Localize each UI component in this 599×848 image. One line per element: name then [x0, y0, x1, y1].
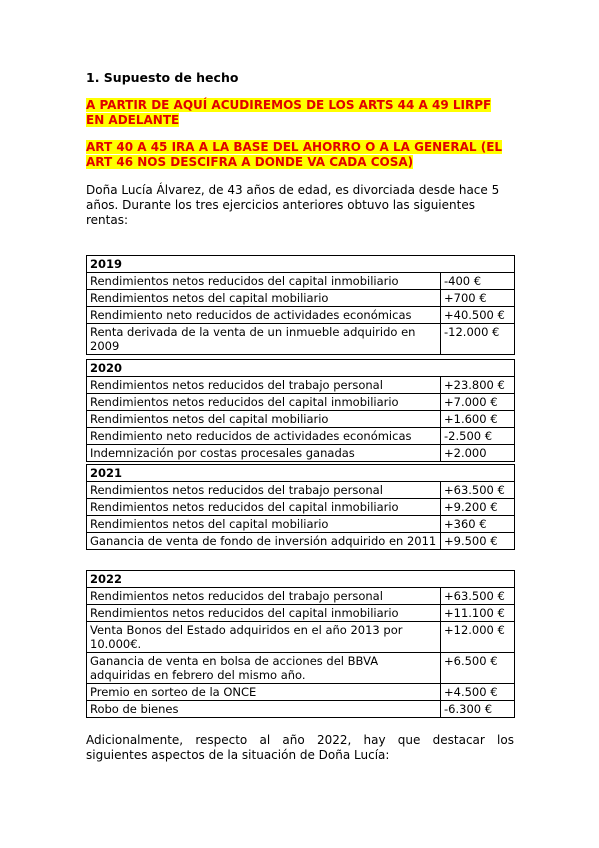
income-concept: Rendimientos netos del capital mobiliario [87, 411, 441, 428]
table-row [87, 516, 515, 533]
income-amount: +63.500 € [441, 588, 515, 605]
income-amount: +63.500 € [441, 482, 515, 499]
table-row [87, 273, 515, 290]
income-concept: Rendimientos netos del capital mobiliario [87, 516, 441, 533]
income-amount: +6.500 € [441, 653, 515, 684]
income-amount: +11.100 € [441, 605, 515, 622]
highlight-line: ART 46 NOS DESCIFRA A DONDE VA CADA COSA) [86, 155, 414, 169]
table-row [87, 377, 515, 394]
table-row [87, 394, 515, 411]
income-concept: Venta Bonos del Estado adquiridos en el año 2013 por 10.000€. [87, 622, 441, 653]
intro-line: Doña Lucía Álvarez, de 43 años de edad, es divorciada desde hace 5 [86, 183, 500, 197]
table-row [87, 428, 515, 445]
income-amount: +1.600 € [441, 411, 515, 428]
income-amount: +12.000 € [441, 622, 515, 653]
table-row [87, 653, 515, 684]
closing-paragraph [86, 733, 514, 763]
income-concept: Renta derivada de la venta de un inmueble adquirido en 2009 [87, 324, 441, 355]
income-amount: +40.500 € [441, 307, 515, 324]
income-concept: Rendimientos netos reducidos del trabajo personal [87, 377, 441, 394]
income-amount: -400 € [441, 273, 515, 290]
closing-line: siguientes aspectos de la situación de Doña Lucía: [86, 748, 390, 762]
table-row [87, 533, 515, 550]
highlight-line: ART 40 A 45 IRA A LA BASE DEL AHORRO O A LA GENERAL (EL [86, 140, 503, 154]
income-table-1 [86, 359, 515, 462]
closing-line: Adicionalmente, respecto al año 2022, hay que destacar los [86, 733, 514, 747]
income-concept: Rendimientos netos reducidos del capital inmobiliario [87, 605, 441, 622]
income-amount: +7.000 € [441, 394, 515, 411]
income-concept: Rendimientos netos reducidos del capital inmobiliario [87, 273, 441, 290]
table-year-row [87, 571, 515, 588]
table-row [87, 307, 515, 324]
income-concept: Rendimiento neto reducidos de actividades económicas [87, 307, 441, 324]
income-amount: -2.500 € [441, 428, 515, 445]
table-row [87, 411, 515, 428]
income-table-2 [86, 464, 515, 550]
table-year: 2021 [87, 465, 515, 482]
income-concept: Indemnización por costas procesales ganadas [87, 445, 441, 462]
table-year-row [87, 360, 515, 377]
highlight-line: EN ADELANTE [86, 113, 180, 127]
income-concept: Rendimientos netos reducidos del capital inmobiliario [87, 394, 441, 411]
table-year-row [87, 465, 515, 482]
income-concept: Rendimientos netos del capital mobiliario [87, 290, 441, 307]
income-concept: Rendimiento neto reducidos de actividades económicas [87, 428, 441, 445]
income-concept: Premio en sorteo de la ONCE [87, 684, 441, 701]
table-year: 2020 [87, 360, 515, 377]
table-row [87, 445, 515, 462]
income-amount: +2.000 [441, 445, 515, 462]
table-row [87, 605, 515, 622]
table-row [87, 701, 515, 718]
table-row [87, 588, 515, 605]
income-concept: Rendimientos netos reducidos del trabajo personal [87, 588, 441, 605]
income-table-0 [86, 255, 515, 355]
table-year: 2022 [87, 571, 515, 588]
table-row [87, 290, 515, 307]
highlight-note-2 [86, 140, 502, 170]
table-row [87, 622, 515, 653]
income-concept: Rendimientos netos reducidos del trabajo personal [87, 482, 441, 499]
income-amount: +23.800 € [441, 377, 515, 394]
income-concept: Ganancia de venta de fondo de inversión adquirido en 2011 [87, 533, 441, 550]
intro-line: años. Durante los tres ejercicios anteriores obtuvo las siguientes [86, 198, 475, 212]
income-concept: Ganancia de venta en bolsa de acciones del BBVA adquiridas en febrero del mismo año. [87, 653, 441, 684]
section-heading: 1. Supuesto de hecho [86, 70, 239, 85]
income-concept: Rendimientos netos reducidos del capital inmobiliario [87, 499, 441, 516]
income-amount: +9.200 € [441, 499, 515, 516]
income-concept: Robo de bienes [87, 701, 441, 718]
table-year-row [87, 256, 515, 273]
table-year: 2019 [87, 256, 515, 273]
table-row [87, 482, 515, 499]
intro-line: rentas: [86, 213, 129, 227]
income-amount: +4.500 € [441, 684, 515, 701]
income-amount: +360 € [441, 516, 515, 533]
income-table-3 [86, 570, 515, 718]
table-row [87, 324, 515, 355]
income-amount: -12.000 € [441, 324, 515, 355]
intro-paragraph [86, 183, 516, 228]
income-amount: -6.300 € [441, 701, 515, 718]
highlight-line: A PARTIR DE AQUÍ ACUDIREMOS DE LOS ARTS 44 A 49 LIRPF [86, 98, 492, 112]
income-amount: +700 € [441, 290, 515, 307]
income-amount: +9.500 € [441, 533, 515, 550]
table-row [87, 684, 515, 701]
table-row [87, 499, 515, 516]
highlight-note-1 [86, 98, 491, 128]
